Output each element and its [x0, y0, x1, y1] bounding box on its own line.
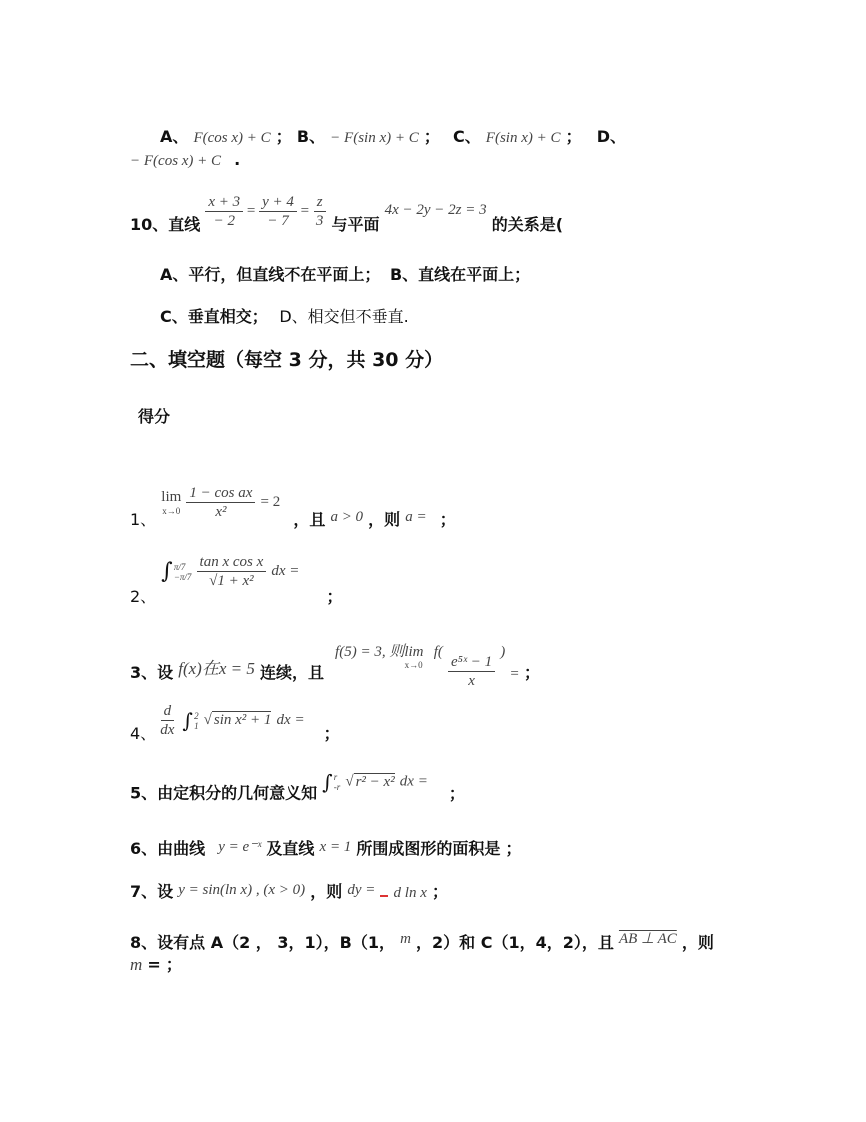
q10-question: 10、直线 $\frac{x + 3}{- 2}$ = $\frac{y + 4}{- 7}$ = $\frac{z}{3}$ 与平面 4x − 2y − 2z = 3 的关系是(	[130, 194, 564, 234]
fill-item-4: 4、 $\frac{d}{dx}$ ∫ 2 1 √ sin x² + 1 dx = ；	[130, 703, 340, 743]
item-number: 3、设	[130, 663, 174, 682]
item-number: 6、由曲线	[130, 839, 206, 858]
fill-item-8-line2: m = ；	[130, 955, 182, 974]
integral-sign: ∫	[322, 770, 333, 794]
q10-mid-text: 与平面	[331, 215, 380, 234]
q9-option-a-label: A、	[160, 127, 189, 146]
q9-option-d-expr: − F(cos x) + C	[130, 153, 222, 169]
fill-item-6: 6、由曲线 y = e⁻ˣ 及直线 x = 1 所围成图形的面积是 ；	[130, 839, 522, 858]
integral-sign: ∫	[161, 559, 173, 584]
item-number: 8、设有点 A（2 ， 3，1），B（1，	[130, 933, 395, 952]
vector-perpendicular: AB ⊥ AC	[618, 931, 677, 947]
integral-bounds: r -r	[333, 772, 341, 792]
limit-fraction: $\frac{\text{e⁵ˣ − 1}}{x}$	[448, 653, 495, 690]
q10-number: 10、直线	[130, 215, 201, 234]
fill-item-1: 1、 lim x→0 $\frac{\text{1 − cos ax}}{\text{x²}}$ = 2 ，且 a > 0 ，则 a = ；	[130, 485, 456, 529]
variable-m: m	[130, 955, 143, 974]
item-number: 1、	[130, 510, 157, 529]
q9-option-a-expr: F(cos x) + C	[193, 130, 271, 146]
fill-item-2: 2、 ∫ π/7 −π/7 $\frac{\text{tan x cos x}}{\text{√1 + x²}}$ dx = ；	[130, 554, 343, 606]
q9-option-c-label: C、	[452, 127, 481, 146]
q10-fraction-y: $\frac{y + 4}{- 7}$	[259, 193, 297, 230]
integral-bounds: π/7 −π/7	[173, 561, 192, 582]
integral-bounds: 2 1	[194, 710, 199, 731]
integrand: sin x² + 1	[213, 712, 272, 728]
limit-fraction: $\frac{\text{1 − cos ax}}{\text{x²}}$	[186, 484, 255, 521]
differential: dy =	[347, 882, 376, 898]
fill-item-3: 3、设 f(x)在x = 5 连续，且 f(5) = 3, 则lim $_{x\to 0}$ f( $\frac{\text{e⁵ˣ − 1}}{x}$ ) = ；	[130, 644, 540, 689]
q9-option-b-expr: − F(sin x) + C	[330, 130, 419, 146]
item-number: 2、	[130, 587, 157, 606]
q10-fraction-z: $\frac{z}{3}$	[313, 193, 327, 230]
q9-sep: ；	[565, 127, 582, 146]
q10-options-ab	[160, 262, 530, 285]
q9-options-line2	[130, 150, 240, 170]
fill-item-7: 7、设 y = sin(ln x) , (x > 0) ，则 dy = d ln x ；	[130, 882, 448, 901]
q10-plane-equation: 4x − 2y − 2z = 3	[384, 202, 487, 218]
q9-option-d-label: D、	[596, 127, 626, 146]
integral-sign: ∫	[182, 708, 193, 733]
q9-option-b-label: B、	[296, 127, 326, 146]
curve-equation: y = e⁻ˣ	[218, 839, 262, 855]
condition: a > 0	[330, 509, 364, 525]
item-number: 4、	[130, 724, 157, 743]
q9-sep: ；	[423, 127, 440, 146]
q9-end: .	[234, 150, 241, 169]
q10-options-cd	[160, 304, 409, 327]
variable-m: m	[400, 931, 411, 947]
item-number: 5、由定积分的几何意义知	[130, 783, 318, 803]
continuity-condition: f(x)在x = 5	[178, 659, 255, 678]
q10-option-b: B、直线在平面上；	[389, 265, 531, 284]
q10-fraction-x: $\frac{x + 3}{- 2}$	[205, 193, 243, 230]
function-definition: y = sin(ln x) , (x > 0)	[178, 882, 306, 898]
q9-option-c-expr: F(sin x) + C	[485, 130, 561, 146]
q10-end-text: 的关系是(	[491, 215, 564, 234]
integrand: r² − x²	[355, 773, 395, 790]
score-label: 得分	[138, 407, 171, 426]
line-equation: x = 1	[319, 839, 352, 855]
q10-option-c: C、垂直相交；	[160, 307, 268, 326]
blank-question: a =	[405, 509, 427, 525]
q10-option-d: D、相交但不垂直.	[279, 307, 409, 326]
q9-sep: ；	[275, 127, 292, 146]
item-number: 7、设	[130, 882, 174, 901]
integrand-fraction: $\frac{\text{tan x cos x}}{\text{√1 + x²}}$	[197, 553, 267, 590]
derivative-operator: $\frac{d}{dx}$	[160, 703, 175, 738]
q10-option-a: A、平行，但直线不在平面上；	[160, 265, 381, 284]
q9-options-line1	[160, 124, 626, 147]
fill-item-5: 5、由定积分的几何意义知 ∫ r -r √ r² − x² dx = ；	[130, 770, 465, 803]
limit-operator: lim x→0	[161, 489, 182, 516]
section-heading: 二、填空题（每空 3 分，共 30 分）	[130, 349, 444, 371]
fill-item-8: 8、设有点 A（2 ， 3，1），B（1， m ，2）和 C（1，4，2），且 AB ⊥ AC ，则	[130, 931, 714, 952]
answer-blank[interactable]	[380, 895, 388, 897]
